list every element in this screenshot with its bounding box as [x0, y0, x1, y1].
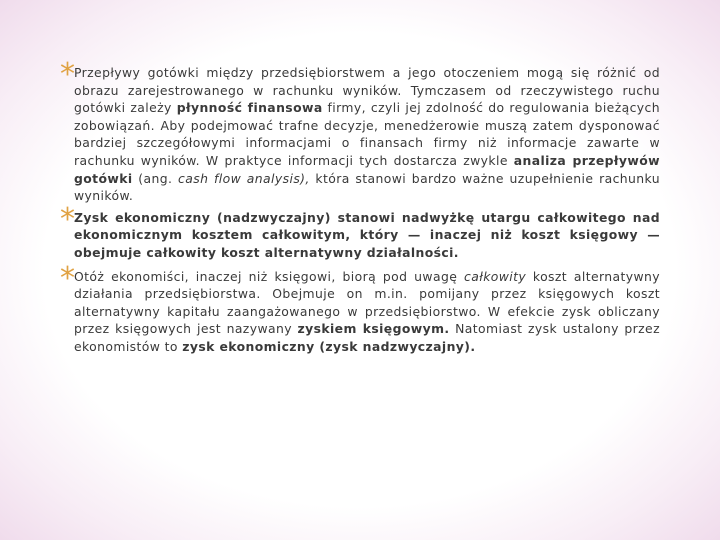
bullet-list	[60, 57, 661, 356]
bullet-cash-flow	[60, 57, 660, 205]
bullet-economic-profit	[60, 201, 660, 262]
text: firmy, czyli jej zdolność do regulowania bieżących zobowiązań. Aby podejmować trafne decyzje, menedżerowie muszą zatem dysponować bardziej szczegółowymi informacjami o finansach firmy niż informacje zawarte w rachunku wyników. W praktyce informacji tych dostarcza zwykle	[74, 100, 660, 168]
asterisk-icon: *	[60, 260, 76, 296]
asterisk-icon: *	[60, 201, 76, 237]
term-accounting-profit: zyskiem księgowym.	[297, 321, 450, 337]
text: (ang.	[132, 170, 179, 186]
text: Przepływy gotówki między przedsiębiorstwem a jego otoczeniem mogą się różnić od obrazu zarejestrowanego w rachunku wyników. Tymczasem od rzeczywistego ruchu gotówki zależy	[74, 65, 660, 116]
term-liquidity: płynność finansowa	[176, 100, 323, 116]
bullet-accounting-profit	[60, 260, 661, 356]
text: która stanowi bardzo ważne uzupełnienie rachunku wyników.	[74, 170, 660, 204]
term-cash-flow-analysis: analiza przepływów gotówki	[74, 152, 660, 186]
term-total: całkowity	[464, 268, 527, 284]
text: koszt alternatywny działania przedsiębiorstwa. Obejmuje on m.in. pomijany przez księgowych koszt alternatywny kapitału zaangażowanego w przedsiębiorstwo. W efekcie zysk obliczany przez księgowych jest nazywany	[74, 268, 661, 337]
term-english: cash flow analysis),	[178, 170, 310, 186]
text: Natomiast zysk ustalony przez ekonomistów to	[74, 321, 660, 354]
asterisk-icon: *	[60, 57, 76, 92]
term-economic-profit: zysk ekonomiczny (zysk nadzwyczajny).	[182, 338, 476, 354]
definition: Zysk ekonomiczny (nadzwyczajny) stanowi nadwyżkę utargu całkowitego nad ekonomicznym kosztem całkowitym, który — inaczej niż koszt księgowy — obejmuje całkowity koszt alternatywny działalności.	[74, 209, 660, 260]
text: Otóż ekonomiści, inaczej niż księgowi, biorą pod uwagę	[74, 268, 465, 284]
